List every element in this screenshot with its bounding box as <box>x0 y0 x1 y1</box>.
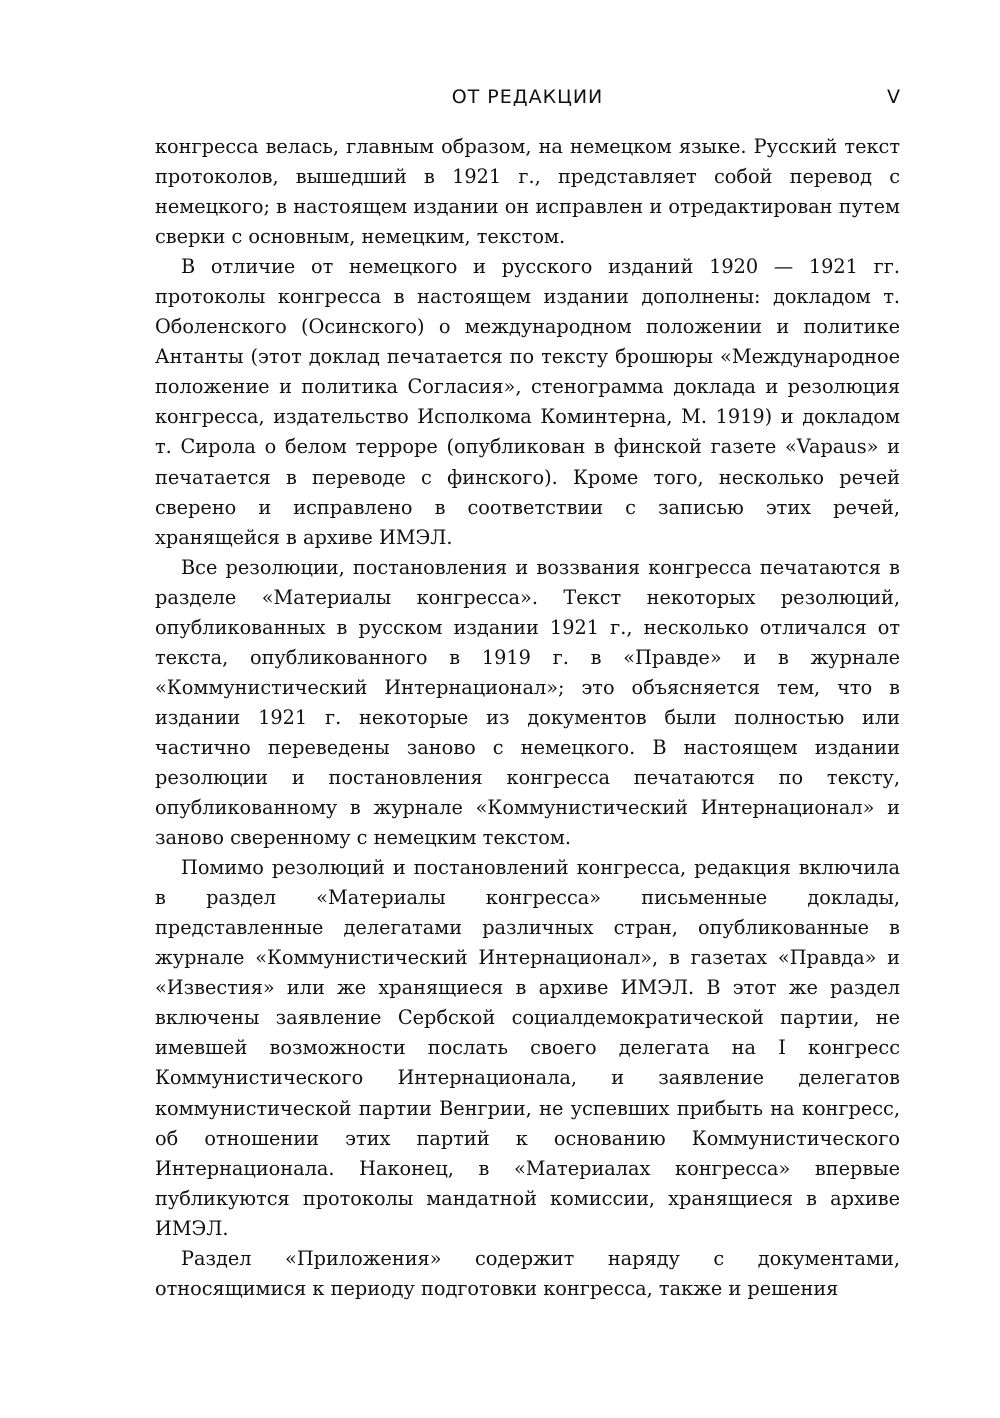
page-number: V <box>887 86 900 108</box>
paragraph-continuation: конгресса велась, главным образом, на немецком языке. Русский текст протоколов, вышедший в 1921 г., представляет собой перевод с немецкого; в настоящем издании он исправлен и отредактирован путем сверки с основным, немецким, текстом. <box>155 135 900 249</box>
document-page <box>155 86 900 1304</box>
paragraph-editions-supplements: В отличие от немецкого и русского изданий 1920 — 1921 гг. протоколы конгресса в настоящем издании дополнены: докладом т. Оболенского (Осинского) о международном положении и политике Антанты (этот доклад печатается по тексту брошюры «Международное положение и политика Согласия», стенограмма доклада и резолюция конгресса, издательство Исполкома Коминтерна, М. 1919) и докладом т. Сирола о белом терроре (опубликован в финской газете «Vapaus» и печатается в переводе с финского). Кроме того, несколько речей сверено и исправлено в соответствии с записью этих речей, хранящейся в архиве ИМЭЛ. <box>155 255 900 549</box>
paragraph-appendices: Раздел «Приложения» содержит наряду с документами, относящимися к периоду подготовки конгресса, также и решения <box>155 1246 900 1300</box>
page-title: ОТ РЕДАКЦИИ <box>451 86 604 108</box>
paragraph-materials: Помимо резолюций и постановлений конгресса, редакция включила в раздел «Материалы конгресса» письменные доклады, представленные делегатами различных стран, опубликованные в журнале «Коммунистический Интернационал», в газетах «Правда» и «Известия» или же хранящиеся в архиве ИМЭЛ. В этот же раздел включены заявление Сербской социалдемократической партии, не имевшей возможности послать своего делегата на I конгресс Коммунистического Интернационала, и заявление делегатов коммунистической партии Венгрии, не успевших прибыть на конгресс, об отношении этих партий к основанию Коммунистического Интернационала. Наконец, в «Материалах конгресса» впервые публикуются протоколы мандатной комиссии, хранящиеся в архиве ИМЭЛ. <box>155 856 900 1240</box>
running-head <box>155 86 900 120</box>
paragraph-resolutions: Все резолюции, постановления и воззвания конгресса печатаются в разделе «Материалы конгресса». Текст некоторых резолюций, опубликованных в русском издании 1921 г., несколько отличался от текста, опубликованного в 1919 г. в «Правде» и в журнале «Коммунистический Интернационал»; это объясняется тем, что в издании 1921 г. некоторые из документов были полностью или частично переведены заново с немецкого. В настоящем издании резолюции и постановления конгресса печатаются по тексту, опубликованному в журнале «Коммунистический Интернационал» и заново сверенному с немецким текстом. <box>155 555 900 850</box>
